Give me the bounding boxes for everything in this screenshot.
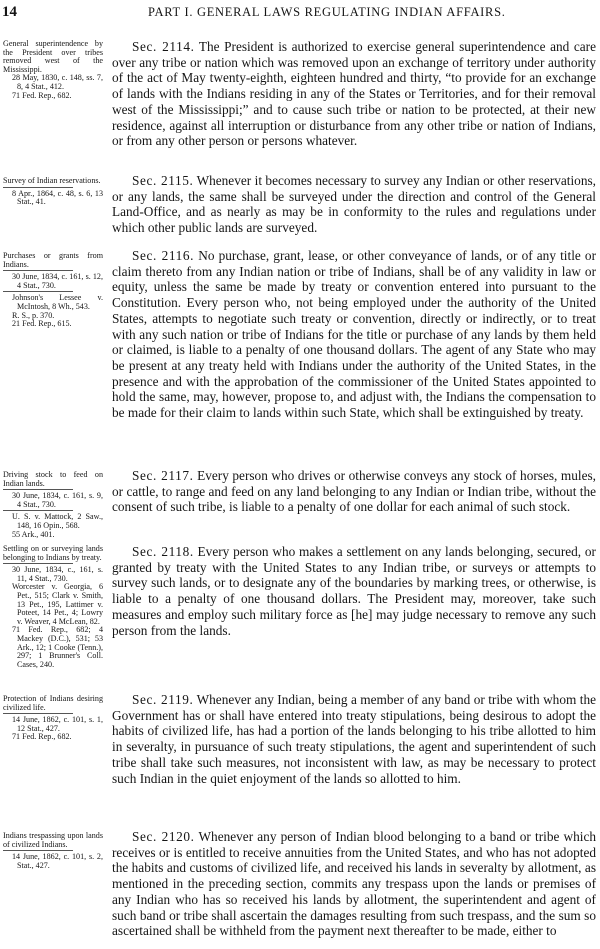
section-number: Sec. 2116.: [132, 248, 195, 263]
margin-note-rule: [3, 187, 73, 188]
margin-note-ref: 30 June, 1834, c., 161, s. 11, 4 Stat., 730.: [12, 565, 103, 583]
section-text: No purchase, grant, lease, or other conveyance of lands, or of any title or claim thereto from any Indian nation or tribe of Indians, shall be of any validity in law or equity, unless the same be made by treaty or convention entered into pursuant to the Constitution. Every person who, not being employed under the authority of the United States, attempts to negotiate such treaty or convention, directly or indirectly, or to treat with any such nation or tribe of Indians for the title or purchase of any lands by them held or claimed, is liable to a penalty of one thousand dollars. The agent of any State who may be present at any treaty held with Indians under the authority of the United States, in the presence and with the approbation of the commissioner of the United States appointed to hold the same, may, however, propose to, and adjust with, the Indians the compensation to be made for their claim to lands within such State, which shall be extinguished by treaty.: [112, 248, 596, 421]
margin-note-ref: 21 Fed. Rep., 615.: [12, 319, 72, 329]
margin-note-title: Purchases or grants from Indians.: [3, 251, 103, 269]
margin-note-2116: [3, 252, 103, 329]
section-number: Sec. 2120.: [132, 829, 195, 844]
margin-note-2114: [3, 40, 103, 100]
margin-note-rule: [3, 850, 73, 851]
section-2115: [112, 173, 596, 236]
margin-note-2115: [3, 177, 103, 207]
margin-note-2117: [3, 471, 103, 539]
margin-note-ref: 30 June, 1834, c. 161, s. 12, 4 Stat., 730.: [12, 272, 103, 290]
section-number: Sec. 2117.: [132, 468, 194, 483]
section-2117: [112, 468, 596, 515]
section-2120: [112, 829, 596, 939]
margin-note-rule: [3, 563, 73, 564]
margin-note-2120: [3, 832, 103, 870]
margin-note-ref: 71 Fed. Rep., 682.: [12, 90, 72, 100]
margin-note-title: Indians trespassing upon lands of civilized Indians.: [3, 831, 103, 849]
section-text: The President is authorized to exercise general superintendence and care over any tribe or nation which was removed upon an exchange of territory under authority of the act of May twenty-eighth, eighteen hundred and thirty, “to provide for an exchange of lands with the Indians residing in any of the States or Territories, and for their removal west of the Mississippi;” and to cause such tribe or nation to be protected, at their new residence, against all interruption or disturbance from any other tribe or nation of Indians, or from any other person or persons whatever.: [112, 39, 596, 149]
section-text: Every person who makes a settlement on any lands belonging, secured, or granted by treaty with the United States to any Indian tribe, or surveys or attempts to survey such lands, or to designate any of the boundaries by marking trees, or otherwise, is liable to a penalty of one thousand dollars. The President may, moreover, take such measures and employ such military force as [he] may judge necessary to remove any such person from the lands.: [112, 544, 596, 638]
section-number: Sec. 2118.: [132, 544, 194, 559]
margin-note-title: Protection of Indians desiring civilized life.: [3, 694, 103, 712]
section-2118: [112, 544, 596, 638]
section-text: Whenever any Indian, being a member of any band or tribe with whom the Government has or shall have entered into treaty stipulations, being desirous to adopt the habits of civilized life, has had a portion of the lands belonging to his tribe allotted to him in severalty, in pursuance of such treaty stipulations, the agent and superintendent of such tribe shall take such measures, not inconsistent with law, as may be necessary to protect such Indian in the quiet enjoyment of the lands so allotted to him.: [112, 692, 596, 786]
margin-note-rule: [3, 510, 73, 511]
margin-note-title: Settling on or surveying lands belonging to Indians by treaty.: [3, 544, 103, 562]
section-text: Whenever it becomes necessary to survey any Indian or other reservations, or any lands, the same shall be surveyed under the direction and control of the General Land-Office, and as nearly as may be in conformity to the rules and regulations under which other public lands are surveyed.: [112, 173, 596, 236]
margin-note-rule: [3, 713, 73, 714]
section-2114: [112, 39, 596, 149]
page-number: 14: [2, 4, 17, 20]
margin-note-title: General superintendence by the President over tribes removed west of the Mississippi.: [3, 39, 103, 74]
margin-note-ref: U. S. v. Mattock, 2 Saw., 148, 16 Opin., 568.: [12, 512, 103, 530]
margin-note-rule: [3, 291, 73, 292]
section-text: Every person who drives or otherwise conveys any stock of horses, mules, or cattle, to range and feed on any land belonging to any Indian or Indian tribe, without the consent of such tribe, is liable to a penalty of one dollar for each animal of such stock.: [112, 468, 596, 515]
margin-note-ref: 14 June, 1862, c. 101, s. 2, Stat., 427.: [12, 852, 103, 870]
section-number: Sec. 2114.: [132, 39, 195, 54]
margin-note-ref: 8 Apr., 1864, c. 48, s. 6, 13 Stat., 41.: [12, 188, 103, 207]
margin-note-2118: [3, 545, 103, 669]
margin-note-ref: R. S., p. 370.: [12, 310, 55, 320]
margin-note-ref: 71 Fed. Rep., 682; 4 Mackey (D.C.), 531; 53 Ark., 12; 1 Cooke (Tenn.), 297; 1 Brunner's Coll. Cases, 240.: [12, 625, 103, 669]
margin-note-title: Survey of Indian reservations.: [3, 176, 101, 185]
section-number: Sec. 2115.: [132, 173, 194, 188]
section-number: Sec. 2119.: [132, 692, 194, 707]
margin-note-ref: Worcester v. Georgia, 6 Pet., 515; Clark v. Smith, 13 Pet., 195, Lattimer v. Poteet, 14 Pet., 4; Lowry v. Weaver, 4 McLean, 82.: [12, 582, 103, 626]
margin-note-ref: Johnson's Lessee v. McIntosh, 8 Wh., 543.: [12, 293, 103, 311]
margin-note-title: Driving stock to feed on Indian lands.: [3, 470, 103, 488]
section-text: Whenever any person of Indian blood belonging to a band or tribe which receives or is entitled to receive annuities from the United States, and who has not adopted the habits and customs of civilized life, and received his lands in severalty by allotment, as mentioned in the preceding section, commits any trespass upon the lands or premises of any Indian who has so received his lands by allotment, the superintendent and agent of such band or tribe shall ascertain the damages resulting from such trespass, and the sum so ascertained shall be withheld from the payment next thereafter to be made, either to: [112, 829, 597, 939]
margin-note-ref: 14 June, 1862, c. 101, s. 1, 12 Stat., 427.: [12, 715, 103, 733]
section-2116: [112, 248, 596, 421]
margin-note-ref: 28 May, 1830, c. 148, ss. 7, 8, 4 Stat., 412.: [12, 73, 103, 91]
page-header: [0, 4, 600, 22]
margin-note-ref: 71 Fed. Rep., 682.: [12, 732, 72, 742]
margin-note-ref: 55 Ark., 401.: [12, 529, 55, 539]
section-2119: [112, 692, 596, 786]
margin-note-2119: [3, 695, 103, 742]
margin-note-ref: 30 June, 1834, c. 161, s. 9, 4 Stat., 730.: [12, 491, 103, 509]
margin-note-rule: [3, 270, 73, 271]
running-title: PART I. GENERAL LAWS REGULATING INDIAN AFFAIRS.: [148, 5, 506, 19]
margin-note-rule: [3, 489, 73, 490]
